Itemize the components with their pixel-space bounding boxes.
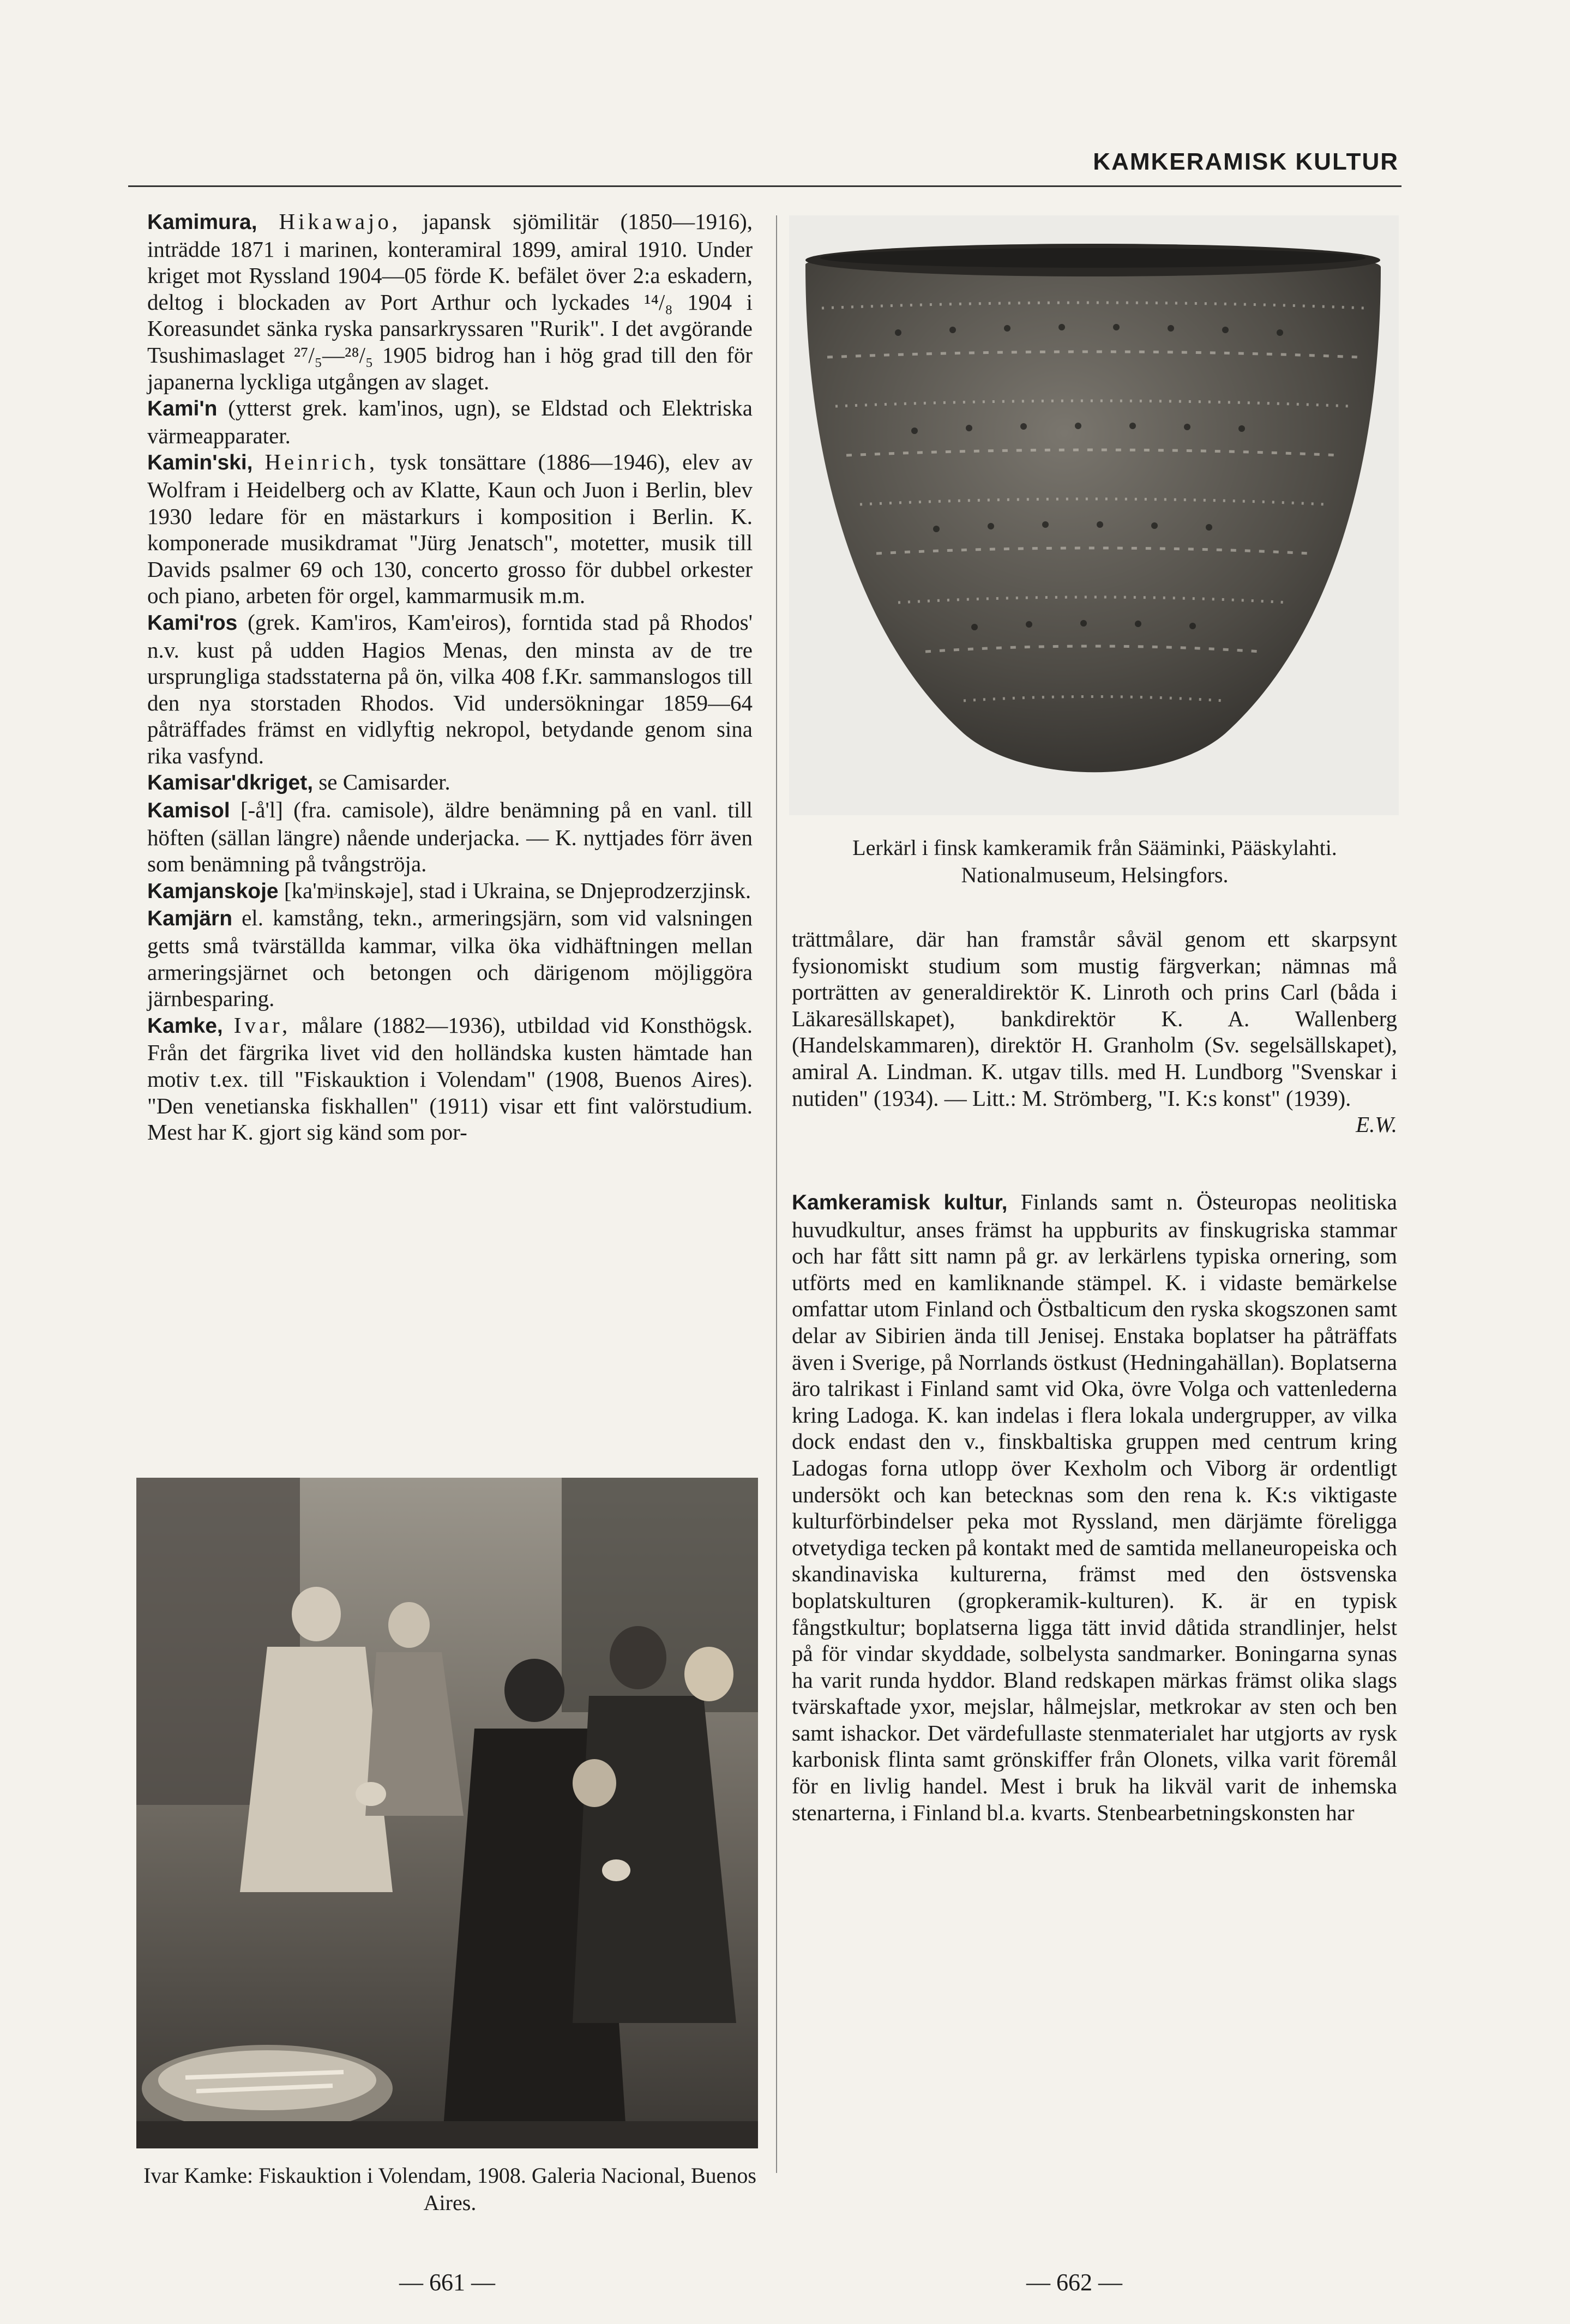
entry-headword: Kamisol [147, 799, 230, 823]
entry-headword: Kamjärn [147, 907, 233, 931]
right-column-continuation [792, 926, 1397, 1138]
page-number-right: — 662 — [1026, 2269, 1122, 2296]
entry-person-name: Ivar, [233, 1012, 291, 1038]
entry-kamke [147, 1012, 753, 1146]
pot-opening [820, 248, 1366, 268]
painting-illustration [136, 1478, 758, 2148]
entry-text: el. kamstång, tekn., armeringsjärn, som vid valsningen getts små tvärställda kammar, vilka öka vidhäftningen mellan armeringsjärnet och betongen och därigenom möjliggöra järnbesparing. [147, 905, 753, 1012]
entry-text: (ytterst grek. kam'inos, ugn), se Eldstad och Elektriska värmeapparater. [147, 395, 753, 448]
entry-kaminski [147, 449, 753, 609]
header-rule [128, 185, 1401, 187]
right-column [792, 1189, 1397, 1826]
entry-kamin [147, 395, 753, 449]
pot-caption: Lerkärl i finsk kamkeramik från Sääminki, Pääskylahti. Nationalmuseum, Helsingfors. [852, 835, 1337, 887]
entry-text: tysk tonsättare (1886—1946), elev av Wolfram i Heidelberg och av Klatte, Kaun och Juon i Berlin, blev 1930 ledare för en mästarkurs i komposition i Berlin. K. komponerade musikdramat "Jürg Jenatsch", motetter, musik till Davids psalmer 69 och 130, concerto grosso för dubbel orkester och piano, arbeten för orgel, kammarmusik m.m. [147, 449, 753, 609]
entry-headword: Kamin'ski, [147, 451, 253, 475]
entry-text: målare (1882—1936), utbildad vid Konsthögsk. Från det färgrika livet vid den holländska kusten hämtade han motiv t.ex. till "Fiskauktion i Volendam" (1908, Buenos Aires). "Den venetianska fiskhallen" (1911) visar ett fint valörstudium. Mest har K. gjort sig känd som por- [147, 1012, 753, 1145]
entry-text: [ka'mʲinskəje], stad i Ukraina, se Dnjeprodzerzjinsk. [278, 877, 751, 903]
painting-reproduction [136, 1478, 758, 2148]
entry-kamkeramisk-kultur [792, 1189, 1397, 1826]
entry-headword: Kamisar'dkriget, [147, 771, 314, 795]
fish-basket [142, 2045, 393, 2132]
entry-headword: Kami'ros [147, 611, 238, 635]
painting-caption: Ivar Kamke: Fiskauktion i Volendam, 1908. Galeria Nacional, Buenos Aires. [143, 2163, 756, 2215]
pot-photograph [789, 215, 1399, 815]
entry-headword: Kamimura, [147, 210, 257, 234]
entry-person-name: Heinrich, [264, 449, 378, 475]
entry-kamisol [147, 797, 753, 877]
page-number-left: — 661 — [399, 2269, 495, 2296]
pot-illustration [789, 215, 1399, 815]
entry-kamiros [147, 609, 753, 769]
author-signature: E.W. [1356, 1112, 1397, 1137]
entry-text: japansk sjömilitär (1850—1916), inträdde 1871 i marinen, konteramiral 1899, amiral 1910. Under kriget mot Ryssland 1904—05 förde K. befälet över 2:a eskadern, deltog i blockaden av Port Arthur och lyckades ¹⁴/₈ 1904 i Koreasundet sänka ryska pansarkryssaren "Rurik". I det avgörande Tsushimaslaget ²⁷/₅—²⁸/₅ 1905 bidrog han i hög grad till den för japanerna lyckliga utgången av slaget. [147, 209, 753, 394]
entry-headword: Kamkeramisk kultur, [792, 1191, 1008, 1214]
entry-kamjanskoje [147, 877, 753, 905]
entry-text: (grek. Kam'iros, Kam'eiros), forntida stad på Rhodos' n.v. kust på udden Hagios Menas, den minsta av de tre ursprungliga stadsstaterna på ön, vilka 408 f.Kr. sammanslogos till den nya storstaden Rhodos. Vid undersökningar 1859—64 påträffades främst en vidlyftig nekropol, betydande genom sina rika vasfynd. [147, 609, 753, 768]
running-head: KAMKERAMISK KULTUR [1093, 148, 1399, 175]
entry-headword: Kamke, [147, 1014, 223, 1038]
kamke-continuation [792, 926, 1397, 1138]
entry-text: Finlands samt n. Östeuropas neolitiska huvudkultur, anses främst ha uppburits av finskugriska stammar och har fått sitt namn på gr. av lerkärlens typiska ornering, som utförts med en kamliknande stämpel. K. i vidaste bemärkelse omfattar utom Finland och Östbalticum den ryska skogszonen samt delar av Sibirien ända till Jenisej. Enstaka boplatser ha påträffats även i Sverige, på Norrlands östkust (Hedningahällan). Boplatserna äro talrikast i Finland samt vid Oka, övre Volga och vattenlederna kring Ladoga. K. kan indelas i flera lokala undergrupper, av vilka dock endast den v., finskbaltiska gruppen med centrum kring Ladogas forna utlopp över Kexholm och Viborg är ordentligt undersökt och kan betecknas som den rena k. K:s viktigaste kulturförbindelser peka mot Ryssland, men därjämte föreligga otvetydiga tecken på kontakt med de samtida mellaneuropeiska och skandinaviska kulturerna, främst med den östsvenska boplatskulturen (gropkeramik-kulturen). K. är en typisk fångstkultur; boplatserna ligga tätt invid dåtida strandlinjer, helst på för vindar skyddade, solbelysta sandmarker. Boningarna synas ha varit runda hyddor. Bland redskapen märkas främst olika slags tvärskaftade yxor, mejslar, hålmejslar, metkrokar av sten och ben samt ishackor. Det värdefullaste stenmaterialet har utgjorts av rysk karbonisk flinta samt grönskiffer från Olonets, vilka varit föremål för en livlig handel. Mest i bruk ha likväl varit de inhemska stenarterna, i Finland bl.a. kvarts. Stenbearbetningskonsten har [792, 1189, 1397, 1825]
entry-text: [-å'l] (fra. camisole), äldre benämning på en vanl. till höften (sällan längre) nående underjacka. — K. nyttjades förr även som benämning på tvångströja. [147, 797, 753, 877]
entry-text: trättmålare, där han framstår såväl genom ett skarpsynt fysionomiskt studium som mustig färgverkan; nämnas må porträtten av generaldirektör K. Linroth och prins Carl (båda i Läkaresällskapet), bankdirektör K. A. Wallenberg (Handelskammaren), direktör H. Granholm (Sv. segelsällskapet), amiral A. Lindman. K. utgav tills. med H. Lundborg "Svenskar i nutiden" (1934). — Litt.: M. Strömberg, "I. K:s konst" (1939). [792, 926, 1397, 1111]
entry-kamimura [147, 208, 753, 395]
entry-text: se Camisarder. [313, 769, 450, 795]
entry-person-name: Hikawajo, [279, 209, 401, 234]
left-column [147, 208, 753, 1146]
entry-kamjarn [147, 905, 753, 1012]
entry-headword: Kamjanskoje [147, 879, 279, 903]
entry-headword: Kami'n [147, 397, 218, 421]
column-divider [776, 215, 777, 2173]
entry-kamisardkriget [147, 769, 753, 797]
